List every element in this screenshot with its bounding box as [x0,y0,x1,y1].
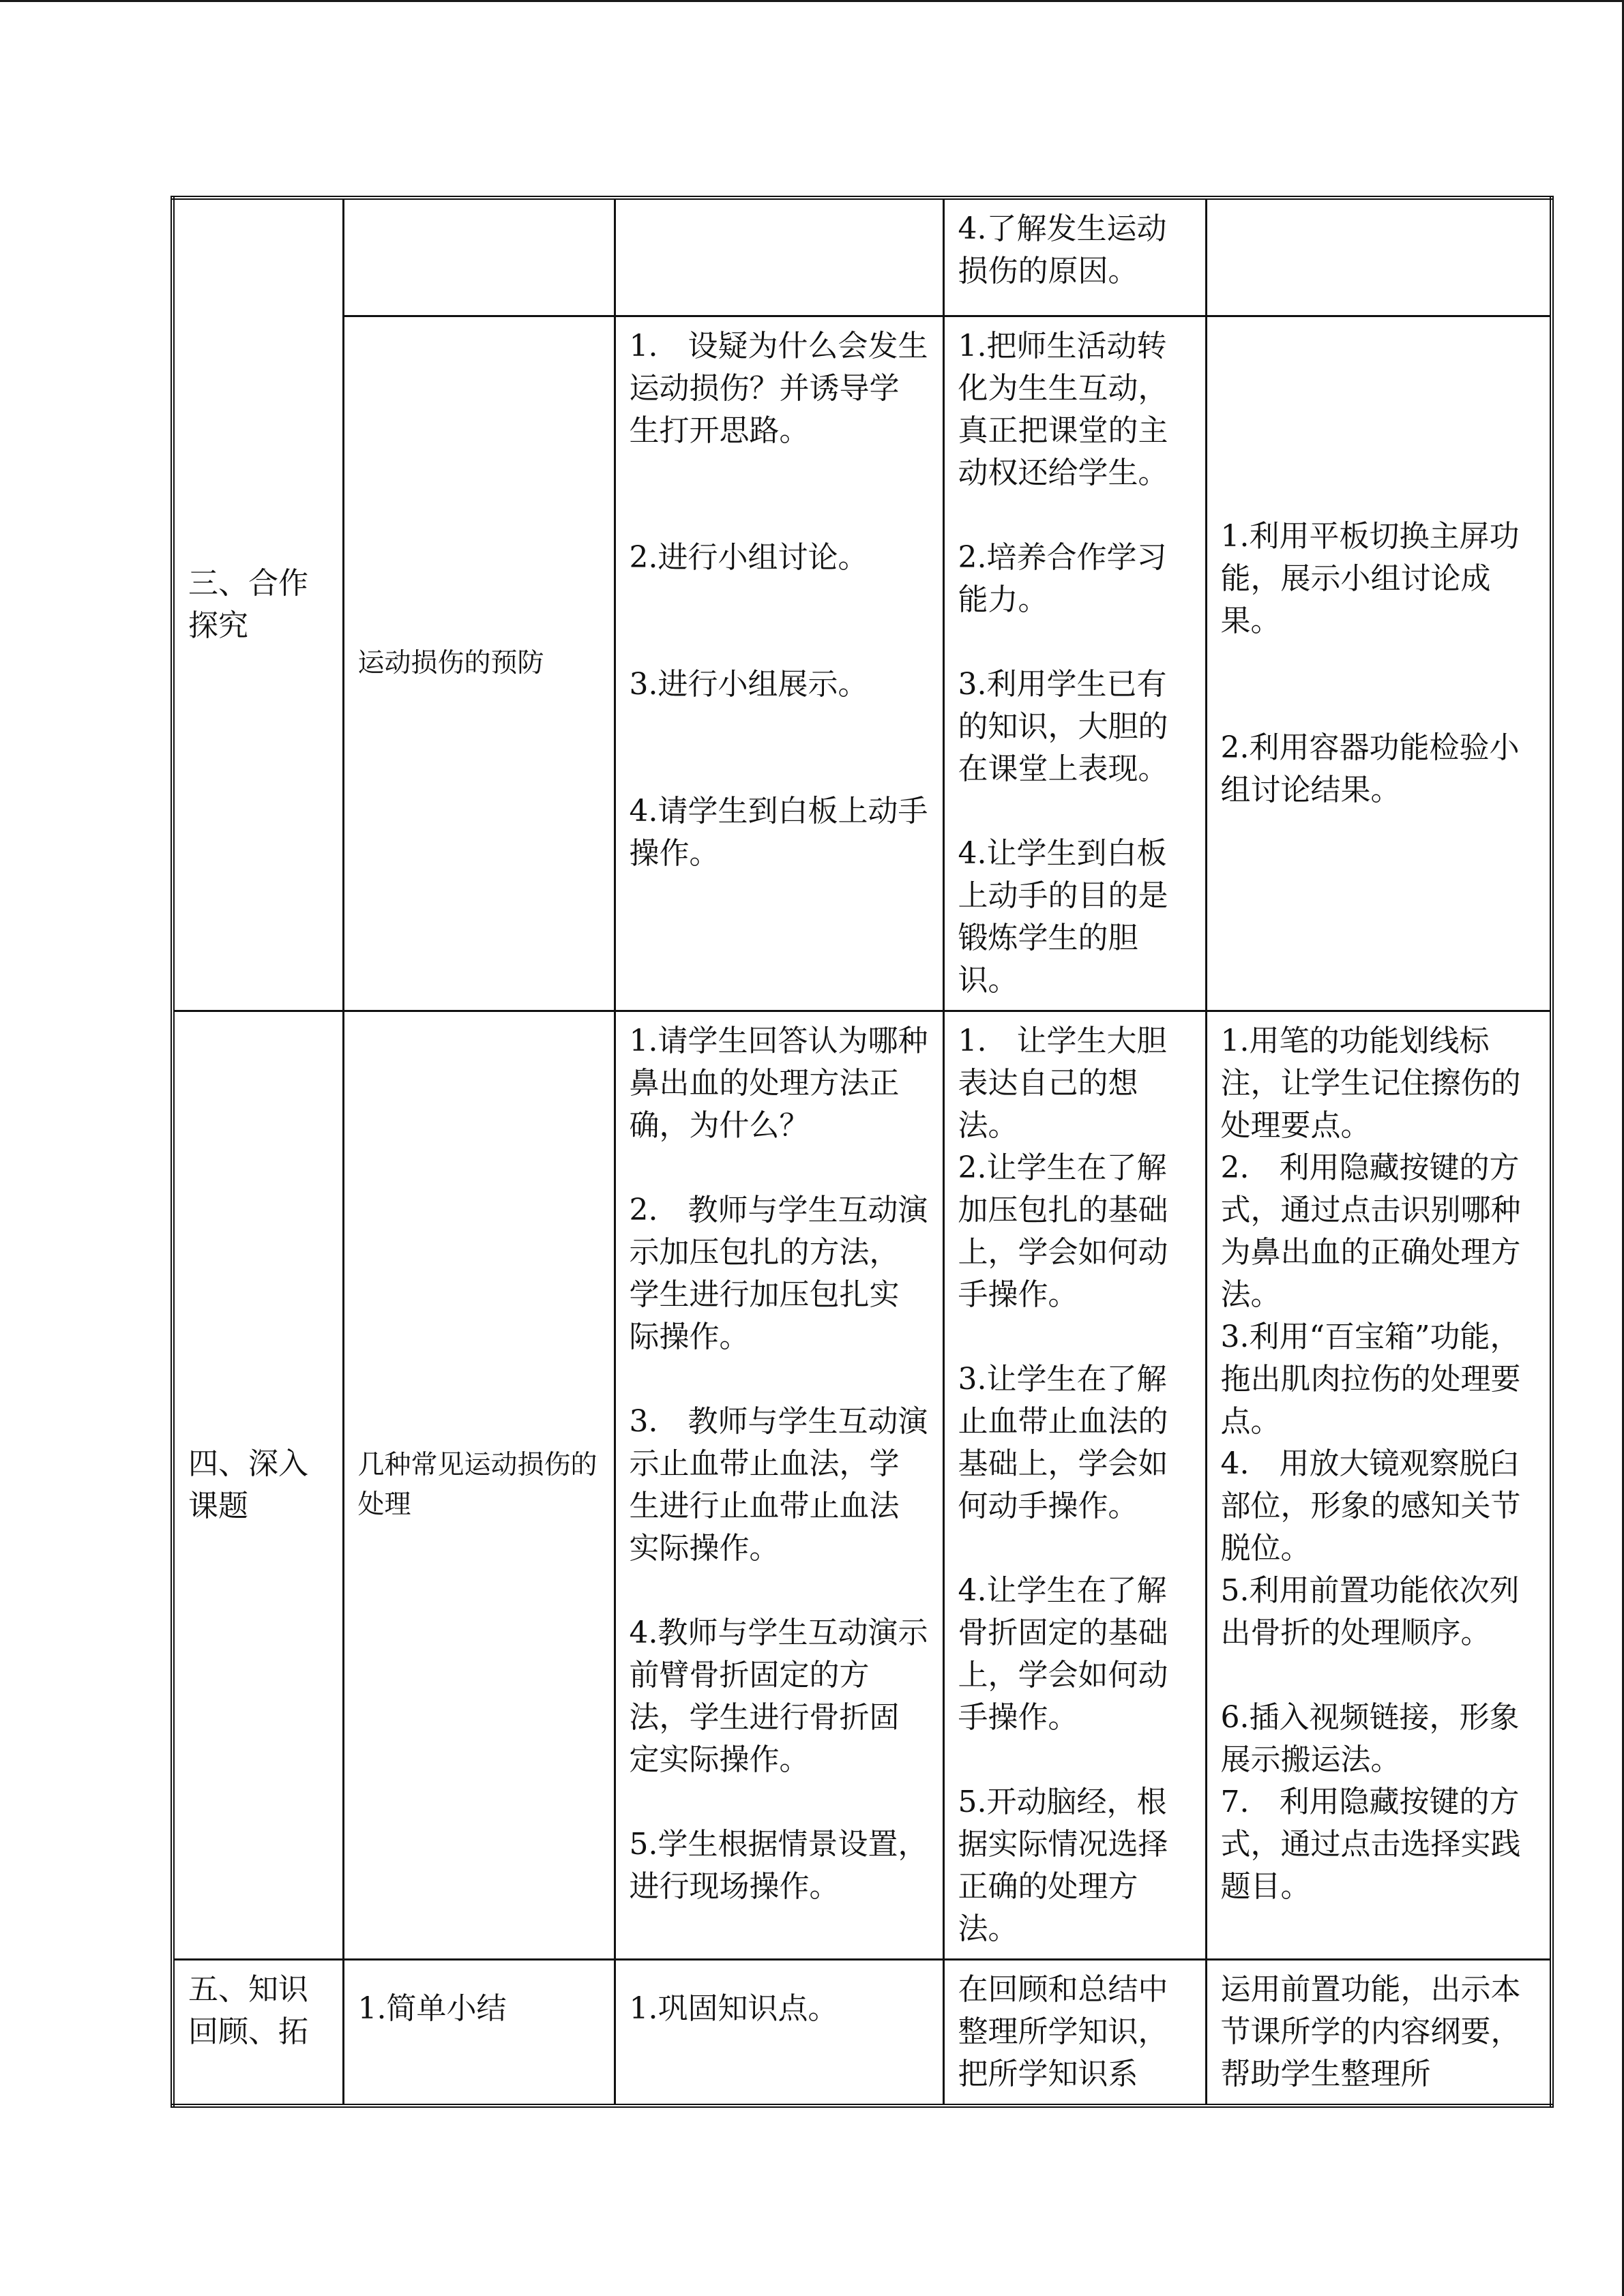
stage-label: 五、知识回顾、拓 [188,1971,308,2049]
teacher-activity-cell [615,1959,943,2106]
tech-application-text: 1.用笔的功能划线标注，让学生记住擦伤的处理要点。 2. 利用隐藏按键的方式，通过点击识别哪种为鼻出血的正确处理方法。 3.利用“百宝箱”功能，拖出肌肉拉伤的处理要点。 4. 用放大镜观察脱臼部位，形象的感知关节脱位。 5.利用前置功能依次列出骨折的处理顺序。 6.插入视频链接，形象展示搬运法。 7. 利用隐藏按键的方式，通过点击选择实践题目。 [1220,1023,1521,1904]
teacher-activity-text: 1.巩固知识点。 [629,1991,838,2026]
tech-application-cell [1206,198,1552,316]
table-row [173,198,1552,316]
tech-application-text: 运用前置功能，出示本节课所学的内容纲要，帮助学生整理所 [1220,1971,1521,2091]
topic-cell [343,1011,615,1959]
design-intent-cell [943,316,1206,1011]
table-row [173,316,1552,1011]
topic-label: 几种常见运动损伤的处理 [357,1449,597,1520]
teacher-activity-text: 1.请学生回答认为哪种鼻出血的处理方法正确，为什么？ 2. 教师与学生互动演示加压包扎的方法，学生进行加压包扎实际操作。 3. 教师与学生互动演示止血带止血法，学生进行止血带止血法实际操作。 4.教师与学生互动演示前臂骨折固定的方法，学生进行骨折固定实际操作。 5.学生根据情景设置，进行现场操作。 [629,1023,928,1904]
table-row [173,1959,1552,2106]
teacher-activity-cell [615,316,943,1011]
design-intent-text: 在回顾和总结中整理所学知识，把所学知识系 [958,1971,1168,2091]
design-intent-text: 1. 让学生大胆表达自己的想法。 2.让学生在了解加压包扎的基础上，学会如何动手操作。 3.让学生在了解止血带止血法的基础上，学会如何动手操作。 4.让学生在了解骨折固定的基础上，学会如何动手操作。 5.开动脑经，根据实际情况选择正确的处理方法。 [958,1023,1168,1946]
topic-cell [343,1959,615,2106]
teacher-activity-text: 1. 设疑为什么会发生运动损伤？并诱导学生打开思路。 2.进行小组讨论。 3.进行小组展示。 4.请学生到白板上动手操作。 [629,328,928,871]
table-row [173,1011,1552,1959]
design-intent-cell [943,198,1206,316]
tech-application-cell [1206,316,1552,1011]
design-intent-text: 4.了解发生运动损伤的原因。 [958,211,1167,288]
stage-label: 三、合作探究 [188,565,308,643]
tech-application-cell [1206,1011,1552,1959]
tech-application-cell [1206,1959,1552,2106]
topic-cell [343,316,615,1011]
lesson-plan-table [171,196,1554,2108]
topic-cell [343,198,615,316]
page-top-edge [0,0,1624,2]
teacher-activity-cell [615,1011,943,1959]
topic-label: 运动损伤的预防 [357,647,544,679]
stage-cell [173,1959,343,2106]
tech-application-text: 1.利用平板切换主屏功能，展示小组讨论成果。 2.利用容器功能检验小组讨论结果。 [1220,518,1520,807]
stage-cell [173,198,343,1011]
design-intent-cell [943,1011,1206,1959]
design-intent-text: 1.把师生活动转化为生生互动，真正把课堂的主动权还给学生。 2.培养合作学习能力。 3.利用学生已有的知识，大胆的在课堂上表现。 4.让学生到白板上动手的目的是锻炼学生的胆识。 [958,328,1168,998]
stage-label: 四、深入课题 [188,1446,308,1523]
topic-label: 1.简单小结 [357,1991,507,2026]
stage-cell [173,1011,343,1959]
teacher-activity-cell [615,198,943,316]
design-intent-cell [943,1959,1206,2106]
